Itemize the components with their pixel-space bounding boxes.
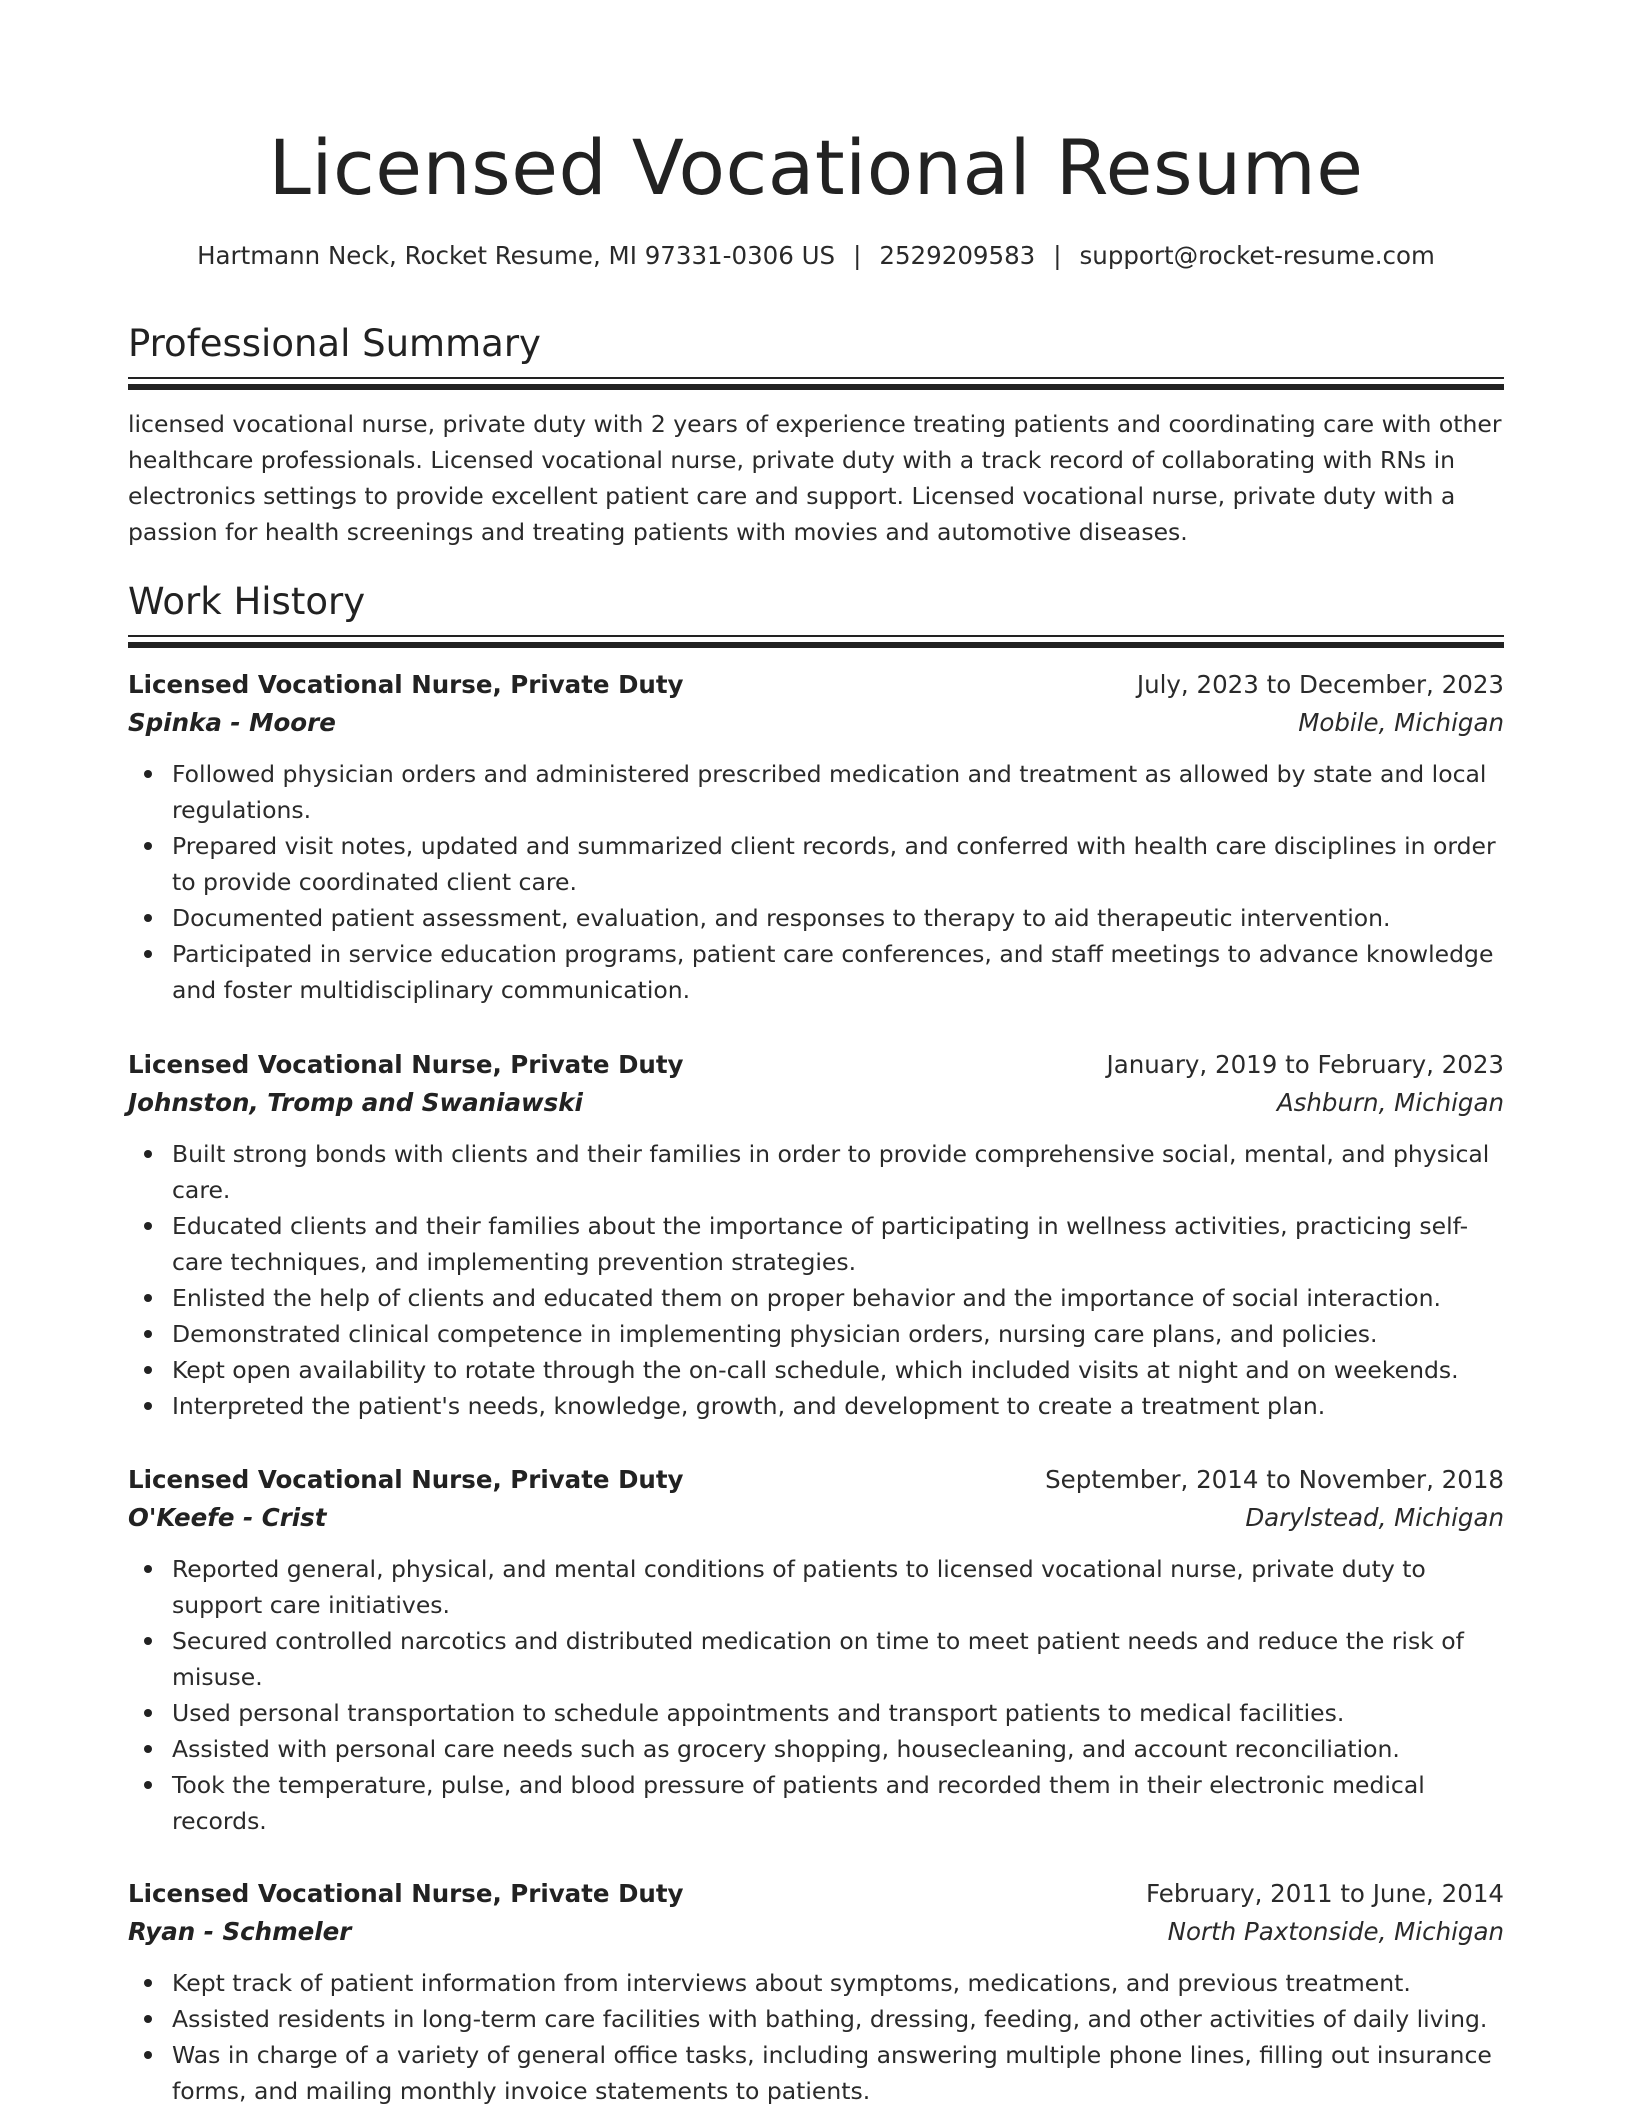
job-bullet (128, 1208, 1504, 1280)
job-bullet (128, 756, 1504, 828)
job-company-row (128, 1913, 1504, 1951)
bullet-dot-icon (144, 1745, 152, 1753)
bullet-dot-icon (144, 1402, 152, 1410)
contact-address: Hartmann Neck, Rocket Resume, MI 97331-0306 US (197, 241, 836, 270)
job-dates: January, 2019 to February, 2023 (1106, 1050, 1504, 1079)
job-bullet-text: Took the temperature, pulse, and blood pressure of patients and recorded them in their electronic medical records. (172, 1771, 1425, 1835)
job-bullet-text: Reported general, physical, and mental conditions of patients to licensed vocational nurse, private duty to support care initiatives. (172, 1555, 1426, 1619)
job-bullet-text: Assisted residents in long-term care facilities with bathing, dressing, feeding, and other activities of daily living. (172, 2005, 1488, 2033)
bullet-dot-icon (144, 1150, 152, 1158)
bullet-dot-icon (144, 1565, 152, 1573)
job-bullet-text: Prepared visit notes, updated and summarized client records, and conferred with health care disciplines in order to provide coordinated client care. (172, 832, 1496, 896)
bullet-dot-icon (144, 1979, 152, 1987)
job-bullet-list (128, 1136, 1504, 1424)
job-company-row (128, 704, 1504, 742)
job-bullet-text: Demonstrated clinical competence in implementing physician orders, nursing care plans, and policies. (172, 1320, 1378, 1348)
job-title: Licensed Vocational Nurse, Private Duty (128, 1050, 684, 1079)
bullet-dot-icon (144, 950, 152, 958)
resume-title: Licensed Vocational Resume (268, 123, 1364, 212)
job-bullet (128, 2037, 1504, 2109)
job-bullet (128, 1136, 1504, 1208)
job-title: Licensed Vocational Nurse, Private Duty (128, 1879, 684, 1908)
contact-separator: | (853, 241, 862, 270)
job-bullet (128, 1623, 1504, 1695)
job-bullet (128, 1695, 1504, 1731)
job-bullet (128, 1767, 1504, 1839)
contact-separator: | (1053, 241, 1062, 270)
job-bullet-list (128, 756, 1504, 1008)
section-divider (128, 377, 1504, 379)
bullet-dot-icon (144, 2015, 152, 2023)
job-header-row (128, 1875, 1504, 1913)
bullet-dot-icon (144, 770, 152, 778)
job-bullet (128, 828, 1504, 900)
job-company: Spinka - Moore (128, 708, 336, 737)
bullet-dot-icon (144, 1222, 152, 1230)
job-bullet (128, 2001, 1504, 2037)
job-bullet-list (128, 1551, 1504, 1839)
section-heading-work-history: Work History (128, 580, 366, 623)
job-bullet-text: Participated in service education programs, patient care conferences, and staff meetings to advance knowledge and foster multidisciplinary communication. (172, 940, 1494, 1004)
job-bullet (128, 900, 1504, 936)
summary-text: licensed vocational nurse, private duty with 2 years of experience treating patients and coordinating care with other healthcare professionals. Licensed vocational nurse, private duty with a track record of collaborating with RNs in electronics settings to provide excellent patient care and support. Licensed vocational nurse, private duty with a passion for health screenings and treating patients with movies and automotive diseases. (128, 410, 1502, 546)
work-history-entry (128, 1461, 1504, 1839)
job-bullet (128, 1731, 1504, 1767)
bullet-dot-icon (144, 1781, 152, 1789)
section-divider (128, 642, 1504, 648)
job-header-row (128, 666, 1504, 704)
job-bullet-text: Used personal transportation to schedule appointments and transport patients to medical facilities. (172, 1699, 1345, 1727)
bullet-dot-icon (144, 1330, 152, 1338)
job-bullet-text: Followed physician orders and administered prescribed medication and treatment as allowed by state and local regulations. (172, 760, 1487, 824)
job-bullet (128, 1388, 1504, 1424)
job-header-row (128, 1461, 1504, 1499)
job-bullet-text: Documented patient assessment, evaluation, and responses to therapy to aid therapeutic intervention. (172, 904, 1391, 932)
job-bullet-text: Interpreted the patient's needs, knowledge, growth, and development to create a treatment plan. (172, 1392, 1326, 1420)
job-bullet-text: Assisted with personal care needs such as grocery shopping, housecleaning, and account reconciliation. (172, 1735, 1400, 1763)
job-dates: February, 2011 to June, 2014 (1146, 1879, 1504, 1908)
job-company-row (128, 1084, 1504, 1122)
bullet-dot-icon (144, 1709, 152, 1717)
job-bullet-list (128, 1965, 1504, 2109)
section-divider (128, 384, 1504, 390)
bullet-dot-icon (144, 1366, 152, 1374)
job-bullet (128, 1965, 1504, 2001)
job-bullet (128, 1551, 1504, 1623)
contact-phone: 2529209583 (879, 241, 1036, 270)
job-header-row (128, 1046, 1504, 1084)
job-title: Licensed Vocational Nurse, Private Duty (128, 1465, 684, 1494)
job-bullet (128, 1352, 1504, 1388)
job-bullet-text: Secured controlled narcotics and distributed medication on time to meet patient needs and reduce the risk of misuse. (172, 1627, 1464, 1691)
bullet-dot-icon (144, 1294, 152, 1302)
job-location: Mobile, Michigan (1298, 708, 1504, 737)
job-bullet-text: Kept track of patient information from interviews about symptoms, medications, and previous treatment. (172, 1969, 1411, 1997)
job-company: Johnston, Tromp and Swaniawski (128, 1088, 583, 1117)
bullet-dot-icon (144, 914, 152, 922)
work-history-entry (128, 1046, 1504, 1424)
job-bullet-text: Kept open availability to rotate through the on-call schedule, which included visits at night and on weekends. (172, 1356, 1459, 1384)
job-company-row (128, 1499, 1504, 1537)
contact-email: support@rocket-resume.com (1079, 241, 1435, 270)
job-bullet-text: Was in charge of a variety of general office tasks, including answering multiple phone lines, filling out insurance forms, and mailing monthly invoice statements to patients. (172, 2041, 1492, 2105)
work-history-entry (128, 666, 1504, 1008)
job-bullet-text: Educated clients and their families about the importance of participating in wellness activities, practicing self-care techniques, and implementing prevention strategies. (172, 1212, 1469, 1276)
job-company: Ryan - Schmeler (128, 1917, 352, 1946)
section-divider (128, 635, 1504, 637)
job-location: Ashburn, Michigan (1276, 1088, 1504, 1117)
job-bullet-text: Enlisted the help of clients and educated them on proper behavior and the importance of social interaction. (172, 1284, 1441, 1312)
bullet-dot-icon (144, 842, 152, 850)
job-bullet (128, 1280, 1504, 1316)
job-bullet-text: Built strong bonds with clients and their families in order to provide comprehensive social, mental, and physical care. (172, 1140, 1490, 1204)
work-history-entry (128, 1875, 1504, 2109)
job-location: North Paxtonside, Michigan (1167, 1917, 1504, 1946)
job-title: Licensed Vocational Nurse, Private Duty (128, 670, 684, 699)
contact-line (128, 238, 1504, 274)
job-dates: July, 2023 to December, 2023 (1136, 670, 1504, 699)
job-bullet (128, 936, 1504, 1008)
bullet-dot-icon (144, 2051, 152, 2059)
job-location: Darylstead, Michigan (1245, 1503, 1504, 1532)
bullet-dot-icon (144, 1637, 152, 1645)
job-dates: September, 2014 to November, 2018 (1045, 1465, 1504, 1494)
job-bullet (128, 1316, 1504, 1352)
job-company: O'Keefe - Crist (128, 1503, 327, 1532)
section-heading-professional-summary: Professional Summary (128, 322, 541, 365)
